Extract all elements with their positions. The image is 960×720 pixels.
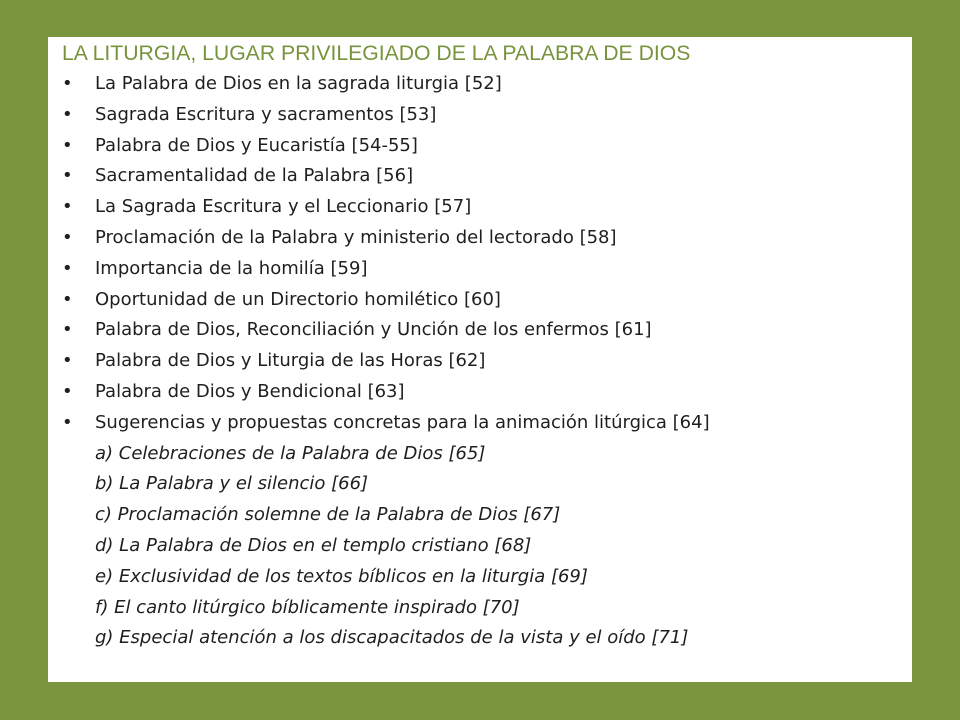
list-item: • Palabra de Dios, Reconciliación y Unción de los enfermos [61] (62, 315, 896, 346)
sub-list-item: e) Exclusividad de los textos bíblicos en la liturgia [69] (95, 565, 588, 587)
sub-list-item: g) Especial atención a los discapacitados de la vista y el oído [71] (95, 627, 689, 649)
topic-list (62, 69, 896, 654)
list-item: • Sagrada Escritura y sacramentos [53] (62, 100, 896, 131)
slide-content-panel (48, 37, 912, 682)
sub-list-item: a) Celebraciones de la Palabra de Dios [65] (95, 442, 486, 464)
slide-title: LA LITURGIA, LUGAR PRIVILEGIADO DE LA PALABRA DE DIOS (62, 42, 691, 65)
list-item: • Palabra de Dios y Bendicional [63] (62, 377, 896, 408)
list-item: • Sugerencias y propuestas concretas para la animación litúrgica [64] (62, 408, 896, 439)
list-item: • Palabra de Dios y Eucaristía [54-55] (62, 131, 896, 162)
list-item: • Proclamación de la Palabra y ministerio del lectorado [58] (62, 223, 896, 254)
list-item: • La Palabra de Dios en la sagrada liturgia [52] (62, 69, 896, 100)
sub-list-item: f) El canto litúrgico bíblicamente inspirado [70] (95, 596, 520, 618)
list-item: • Importancia de la homilía [59] (62, 254, 896, 285)
list-item: • La Sagrada Escritura y el Leccionario [57] (62, 192, 896, 223)
list-item: • Sacramentalidad de la Palabra [56] (62, 161, 896, 192)
sub-list-item: b) La Palabra y el silencio [66] (95, 473, 369, 495)
list-item: • Oportunidad de un Directorio homilético [60] (62, 285, 896, 316)
sub-list-item: d) La Palabra de Dios en el templo cristiano [68] (95, 534, 532, 556)
sub-list-item: c) Proclamación solemne de la Palabra de Dios [67] (95, 504, 561, 526)
list-item: • Palabra de Dios y Liturgia de las Horas [62] (62, 346, 896, 377)
